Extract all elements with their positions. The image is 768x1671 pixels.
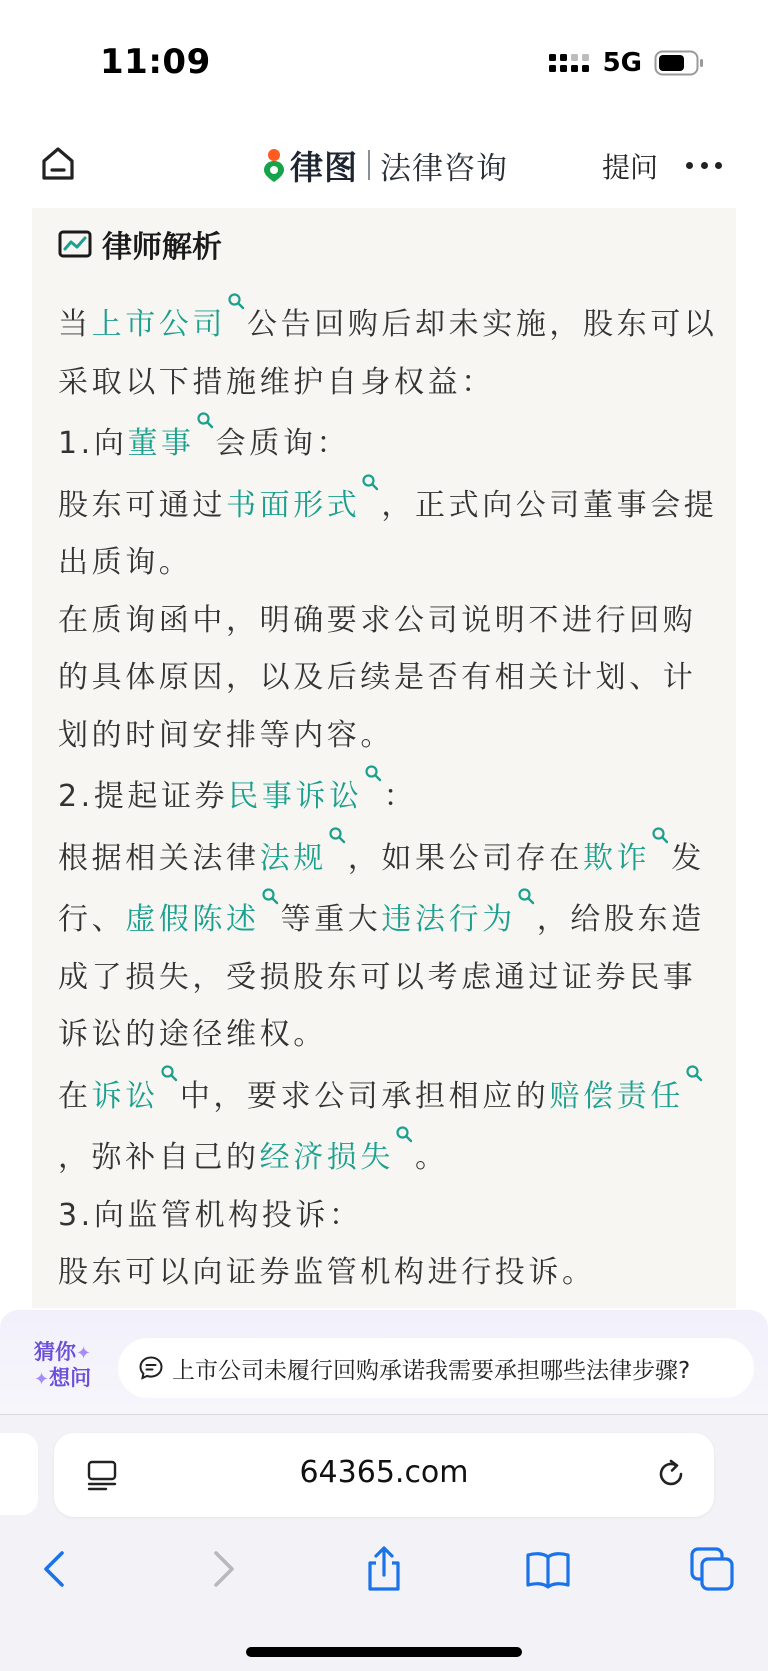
keyword-link[interactable]: 诉讼 xyxy=(91,1078,159,1114)
previous-tab-preview[interactable] xyxy=(0,1433,38,1515)
brand-divider xyxy=(368,150,370,180)
trend-chart-icon xyxy=(58,230,92,258)
site-header xyxy=(0,128,768,202)
keyword-link[interactable]: 赔偿责任 xyxy=(549,1078,684,1114)
ellipsis-dot xyxy=(701,162,708,169)
status-time: 11:09 xyxy=(100,42,211,82)
logo-line xyxy=(34,1340,108,1366)
site-brand[interactable] xyxy=(262,142,508,188)
paragraph xyxy=(58,1064,722,1187)
home-icon[interactable] xyxy=(38,144,78,184)
section-heading xyxy=(58,222,222,266)
search-icon xyxy=(160,1064,178,1082)
network-label: 5G xyxy=(602,48,642,78)
body-text: 根据相关法律 xyxy=(58,840,260,876)
ask-question-button[interactable]: 提问 xyxy=(602,151,659,184)
ellipsis-icon[interactable] xyxy=(686,150,722,180)
browser-bottom-chrome xyxy=(0,1414,768,1671)
keyword-link[interactable]: 民事诉讼 xyxy=(228,779,363,814)
section-title: 律师解析 xyxy=(102,230,222,265)
keyword-link[interactable]: 虚假陈述 xyxy=(125,902,260,937)
keyword-link[interactable]: 欺诈 xyxy=(583,840,651,876)
paragraph xyxy=(58,764,722,826)
lawyer-analysis-card xyxy=(32,208,736,1308)
book-icon[interactable] xyxy=(524,1545,572,1593)
paragraph: 3.向监管机构投诉： xyxy=(58,1197,363,1233)
tabs-icon[interactable] xyxy=(688,1545,736,1593)
reload-icon[interactable] xyxy=(654,1457,688,1491)
chevron-left-icon[interactable] xyxy=(32,1545,80,1593)
body-text: 股东可通过 xyxy=(58,487,226,523)
battery-icon xyxy=(654,50,704,76)
search-icon xyxy=(517,887,535,905)
url-text[interactable]: 64365.com xyxy=(299,1455,469,1490)
search-icon xyxy=(328,826,346,844)
home-indicator xyxy=(246,1647,522,1657)
suggested-question-text: 上市公司未履行回购承诺我需要承担哪些法律步骤? xyxy=(172,1357,691,1384)
paragraph xyxy=(58,292,722,411)
article-body xyxy=(58,292,722,1359)
search-icon xyxy=(361,473,379,491)
paragraph: 在质询函中，明确要求公司说明不进行回购的具体原因，以及后续是否有相关计划、计划的时间安排等内容。 xyxy=(58,602,697,753)
body-text: 会质询： xyxy=(215,426,351,461)
search-icon xyxy=(685,1064,703,1082)
ellipsis-dot xyxy=(686,162,693,169)
body-text: 发行、 xyxy=(58,840,705,937)
body-text: 公告回购后却未实施，股东可以采取以下措施维护自身权益： xyxy=(58,307,718,400)
body-text: 1.向 xyxy=(58,426,128,461)
status-indicators xyxy=(549,46,704,80)
body-text: 。 xyxy=(415,1140,449,1175)
share-icon[interactable] xyxy=(360,1545,408,1593)
search-icon xyxy=(196,411,214,429)
body-text: ，正式向公司董事会提出质询。 xyxy=(58,487,718,580)
status-bar xyxy=(0,0,768,120)
keyword-link[interactable]: 法规 xyxy=(259,840,327,876)
keyword-link[interactable]: 违法行为 xyxy=(381,902,516,937)
browser-toolbar xyxy=(0,1535,768,1605)
search-icon xyxy=(227,292,245,310)
keyword-link[interactable]: 上市公司 xyxy=(91,307,227,342)
signal-icon xyxy=(549,50,591,76)
body-text: 在 xyxy=(58,1078,92,1114)
logo-text: 想问 xyxy=(49,1366,92,1390)
body-text: ： xyxy=(383,779,418,814)
search-icon xyxy=(395,1125,413,1143)
keyword-link[interactable]: 书面形式 xyxy=(226,487,361,523)
sparkle-icon: ✦ xyxy=(76,1343,92,1364)
body-text: 等重大 xyxy=(280,902,382,937)
body-text: ，弥补自己的 xyxy=(58,1140,260,1175)
paragraph xyxy=(58,411,722,473)
chevron-right-icon[interactable] xyxy=(198,1545,246,1593)
logo-line xyxy=(34,1366,108,1392)
paragraph xyxy=(58,473,722,592)
location-pin-icon xyxy=(262,147,286,183)
logo-text: 猜你 xyxy=(34,1340,76,1364)
guess-you-ask-logo xyxy=(34,1340,108,1392)
ellipsis-dot xyxy=(715,162,722,169)
search-icon xyxy=(261,887,279,905)
paragraph: 股东可以向证券监管机构进行投诉。 xyxy=(58,1255,596,1290)
body-text: ，给股东造成了损失，受损股东可以考虑通过证券民事诉讼的途径维权。 xyxy=(58,902,705,1052)
body-text: 中，要求公司承担相应的 xyxy=(179,1078,550,1114)
body-text: 2.提起证券 xyxy=(58,779,229,814)
search-icon xyxy=(364,764,382,782)
body-text: 当 xyxy=(58,307,92,342)
address-bar[interactable] xyxy=(54,1433,714,1517)
chat-bubble-icon xyxy=(138,1355,164,1381)
body-text: ，如果公司存在 xyxy=(347,840,584,876)
keyword-link[interactable]: 经济损失 xyxy=(259,1140,395,1175)
suggested-question-chip[interactable] xyxy=(118,1338,754,1398)
search-icon xyxy=(651,826,669,844)
sparkle-icon: ✦ xyxy=(34,1369,50,1390)
guess-you-ask-bar xyxy=(0,1310,768,1414)
paragraph xyxy=(58,826,722,1064)
keyword-link[interactable]: 董事 xyxy=(127,426,195,461)
brand-section-title: 法律咨询 xyxy=(380,150,508,187)
brand-name: 律图 xyxy=(290,147,358,187)
